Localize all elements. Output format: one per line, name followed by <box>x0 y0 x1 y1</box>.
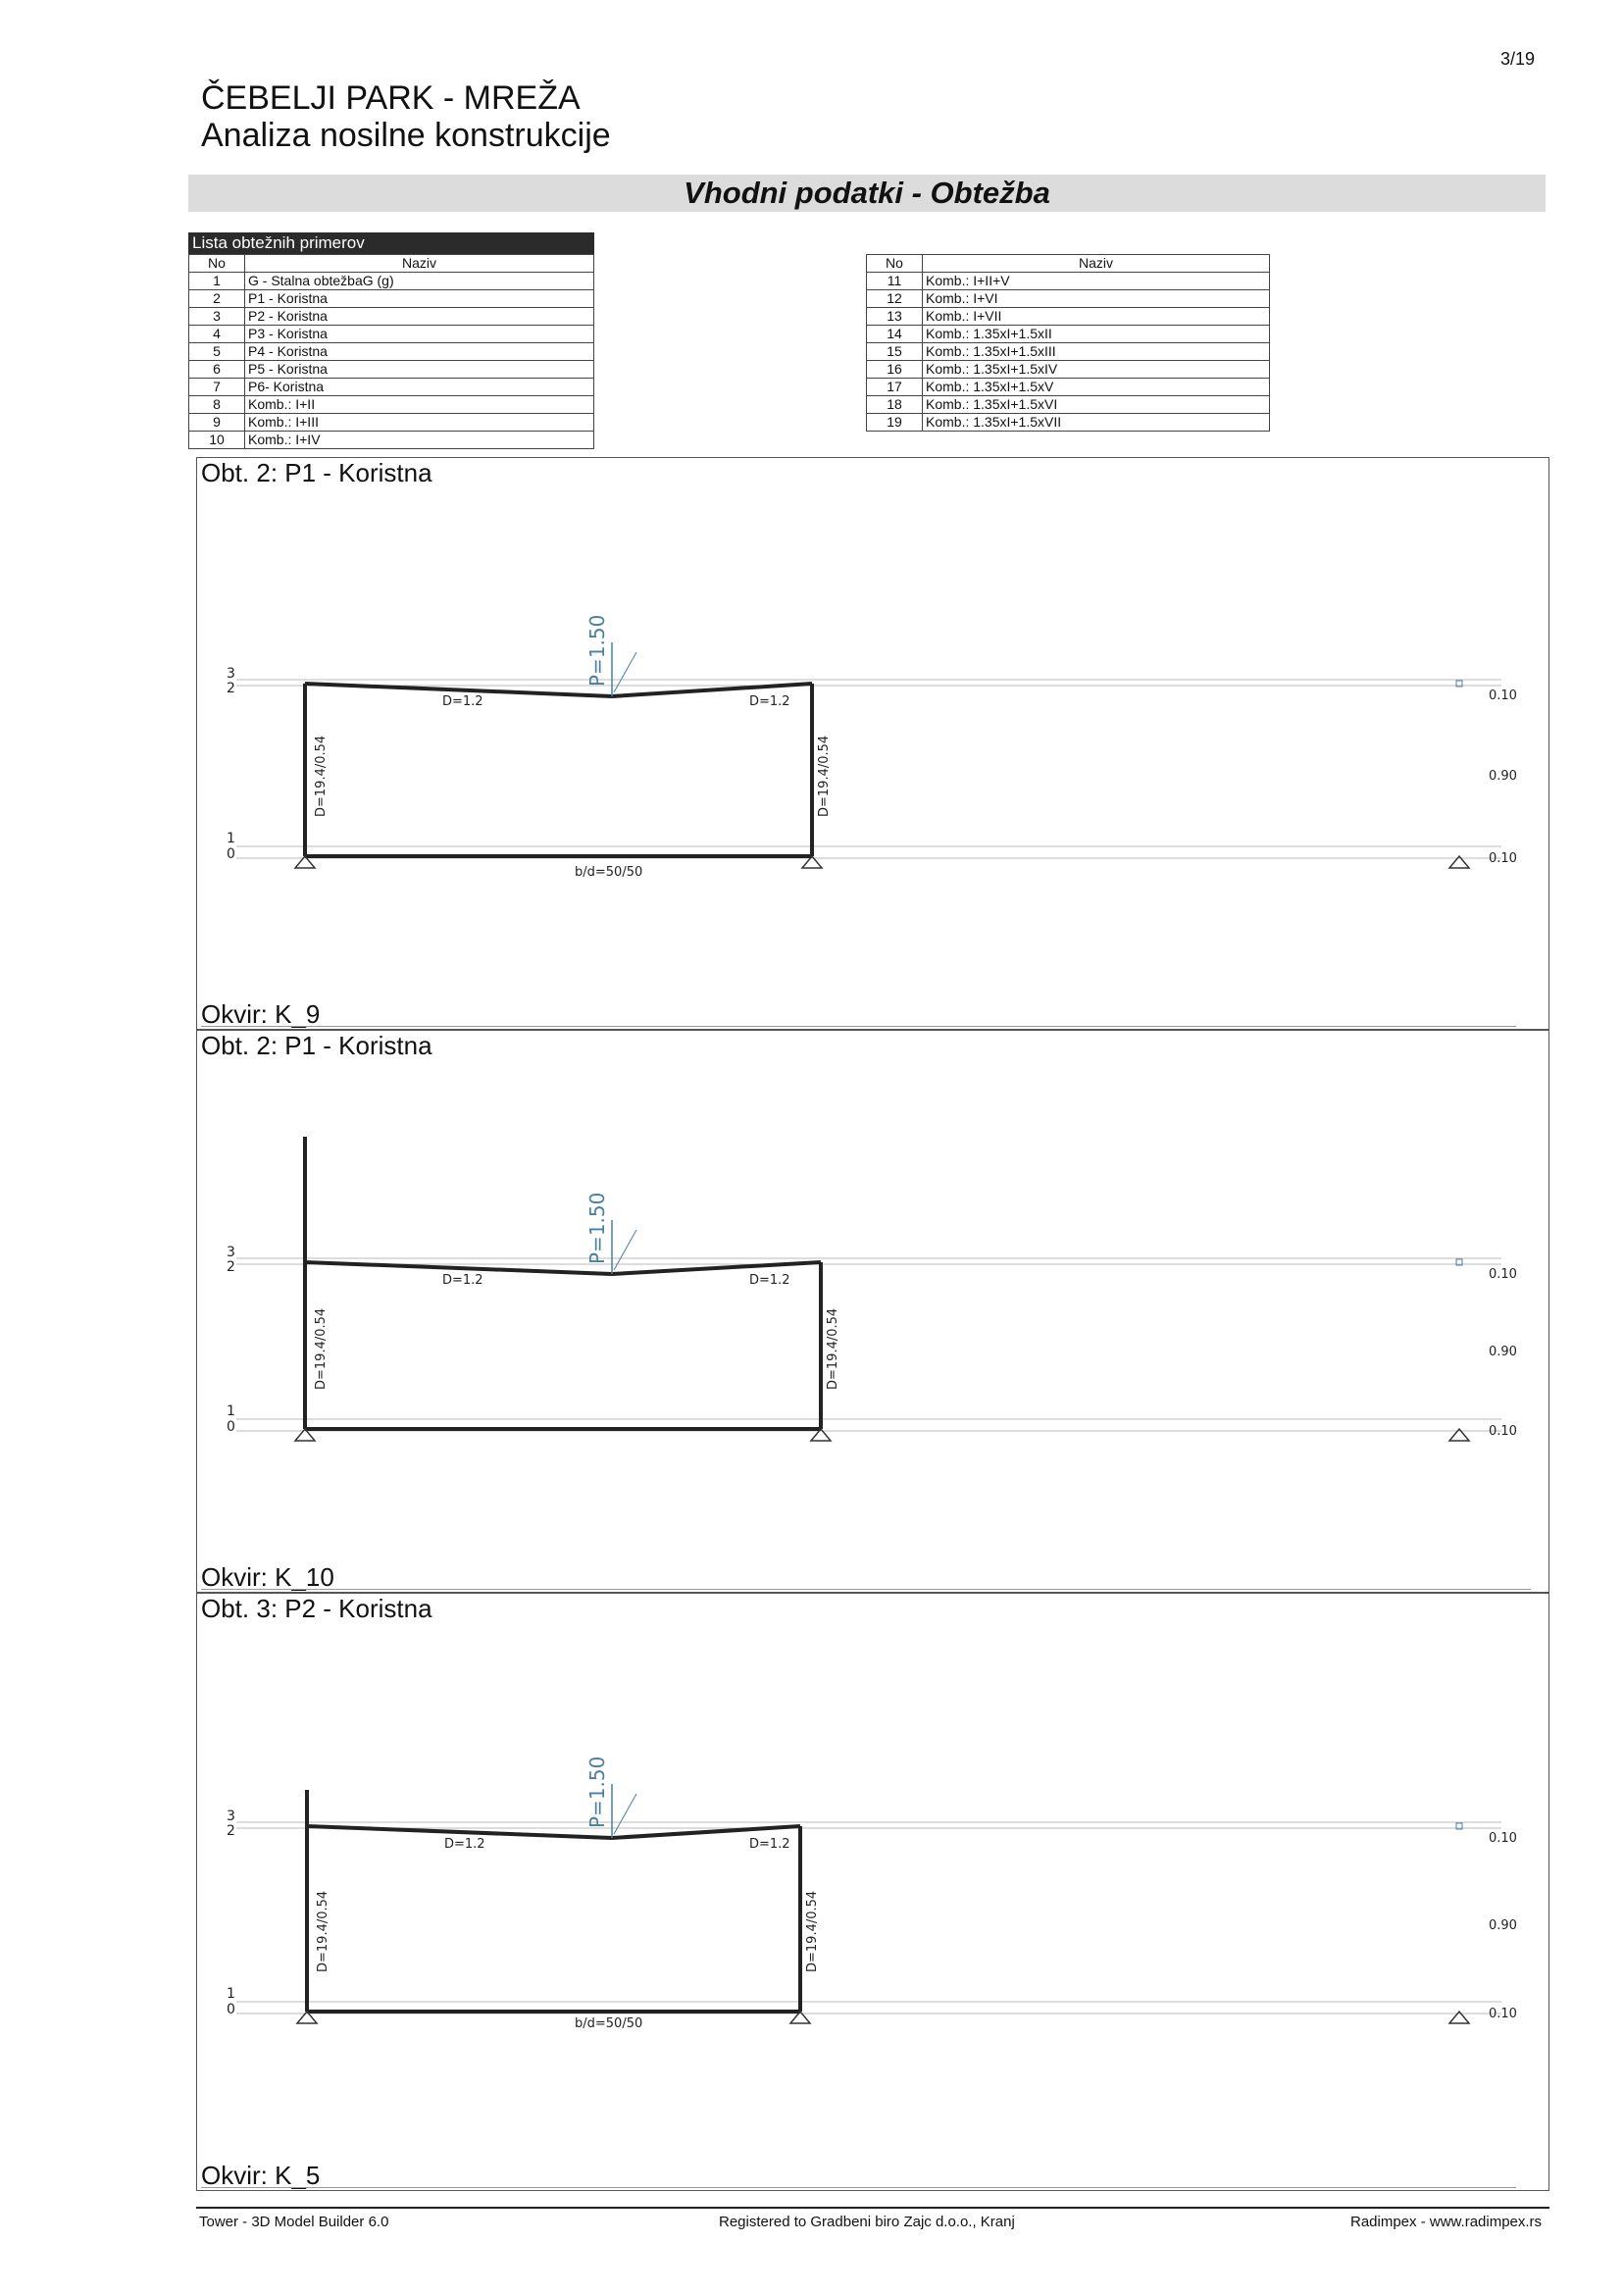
table-row <box>189 343 594 361</box>
table-row <box>867 326 1270 343</box>
dimension-label: 0.10 <box>1489 851 1517 866</box>
table-row <box>867 414 1270 432</box>
cell-no: 13 <box>867 308 923 326</box>
frame-label: Okvir: K_5 <box>201 2161 321 2190</box>
column-label-left: D=19.4/0.54 <box>316 1890 330 1972</box>
panel-title: Obt. 3: P2 - Koristna <box>201 1594 432 1623</box>
beam-label-left: D=1.2 <box>444 1837 485 1852</box>
table-row <box>867 273 1270 290</box>
table-row <box>189 273 594 290</box>
frame-diagram <box>197 1594 1550 2192</box>
table-row <box>189 326 594 343</box>
table-row <box>867 308 1270 326</box>
cell-naziv: Komb.: I+IV <box>245 432 594 449</box>
section-header <box>188 175 1546 212</box>
cell-no: 1 <box>189 273 245 290</box>
cell-naziv: Komb.: 1.35xI+1.5xII <box>923 326 1270 343</box>
level-label: 2 <box>227 1259 235 1275</box>
cell-naziv: Komb.: I+II <box>245 396 594 414</box>
column-label-left: D=19.4/0.54 <box>314 1307 329 1390</box>
table-row <box>189 361 594 379</box>
cell-no: 14 <box>867 326 923 343</box>
cell-no: 6 <box>189 361 245 379</box>
table-row <box>867 290 1270 308</box>
load-case-list-heading: Lista obtežnih primerov <box>188 232 594 254</box>
dimension-label: 0.10 <box>1489 1424 1517 1439</box>
table-row <box>189 396 594 414</box>
cell-naziv: Komb.: I+II+V <box>923 273 1270 290</box>
load-panel-1 <box>196 457 1549 1030</box>
level-label: 0 <box>227 846 235 862</box>
load-value: P=1.50 <box>585 614 609 687</box>
level-label: 3 <box>227 1809 235 1824</box>
col-header-no: No <box>867 255 923 273</box>
level-label: 3 <box>227 1245 235 1260</box>
cell-no: 2 <box>189 290 245 308</box>
load-panel-3 <box>196 1593 1549 2191</box>
cell-no: 9 <box>189 414 245 432</box>
footer-divider <box>196 2207 1549 2209</box>
section-title: Vhodni podatki - Obtežba <box>684 176 1050 210</box>
cell-naziv: Komb.: 1.35xI+1.5xIII <box>923 343 1270 361</box>
column-label-right: D=19.4/0.54 <box>805 1890 820 1972</box>
dimension-label: 0.90 <box>1489 769 1517 784</box>
footer-software: Tower - 3D Model Builder 6.0 <box>199 2214 389 2230</box>
level-label: 3 <box>227 666 235 682</box>
cell-no: 18 <box>867 396 923 414</box>
dimension-label: 0.10 <box>1489 2007 1517 2021</box>
table-row <box>189 308 594 326</box>
col-header-naziv: Naziv <box>923 255 1270 273</box>
beam-label-right: D=1.2 <box>749 1837 790 1852</box>
load-arrow-diagonal <box>614 652 636 692</box>
level-label: 0 <box>227 1419 235 1435</box>
load-value: P=1.50 <box>585 1192 609 1264</box>
frame-label: Okvir: K_10 <box>201 1562 334 1592</box>
table-header-row <box>867 255 1270 273</box>
panel-title: Obt. 2: P1 - Koristna <box>201 1031 432 1060</box>
cell-naziv: Komb.: 1.35xI+1.5xV <box>923 379 1270 396</box>
cell-no: 16 <box>867 361 923 379</box>
section-label: b/d=50/50 <box>575 865 643 880</box>
cell-naziv: P1 - Koristna <box>245 290 594 308</box>
frame-label: Okvir: K_9 <box>201 999 321 1029</box>
cell-no: 7 <box>189 379 245 396</box>
table-row <box>867 396 1270 414</box>
col-header-no: No <box>189 255 245 273</box>
panel-title: Obt. 2: P1 - Koristna <box>201 458 432 487</box>
project-title: ČEBELJI PARK - MREŽA <box>201 79 581 117</box>
frame-diagram <box>197 458 1550 1031</box>
level-label: 0 <box>227 2002 235 2017</box>
cell-no: 3 <box>189 308 245 326</box>
cell-naziv: Komb.: I+III <box>245 414 594 432</box>
cell-no: 12 <box>867 290 923 308</box>
column-label-right: D=19.4/0.54 <box>817 735 832 817</box>
dimension-label: 0.90 <box>1489 1345 1517 1359</box>
column-label-right: D=19.4/0.54 <box>826 1307 840 1390</box>
col-header-naziv: Naziv <box>245 255 594 273</box>
page-number: 3/19 <box>1500 49 1536 69</box>
level-label: 1 <box>227 1403 235 1419</box>
cell-no: 8 <box>189 396 245 414</box>
dimension-label: 0.10 <box>1489 688 1517 703</box>
beam-label-right: D=1.2 <box>749 1273 790 1288</box>
beam-label-left: D=1.2 <box>442 694 483 709</box>
cell-no: 15 <box>867 343 923 361</box>
cell-no: 19 <box>867 414 923 432</box>
table-row <box>189 432 594 449</box>
cell-naziv: P4 - Koristna <box>245 343 594 361</box>
cell-naziv: P5 - Koristna <box>245 361 594 379</box>
cell-naziv: Komb.: I+VI <box>923 290 1270 308</box>
cell-naziv: Komb.: 1.35xI+1.5xIV <box>923 361 1270 379</box>
level-label: 1 <box>227 831 235 846</box>
cell-naziv: P3 - Koristna <box>245 326 594 343</box>
load-case-table-left <box>188 254 594 449</box>
beam-label-right: D=1.2 <box>749 694 790 709</box>
cell-naziv: Komb.: 1.35xI+1.5xVI <box>923 396 1270 414</box>
level-label: 2 <box>227 1823 235 1839</box>
cell-naziv: Komb.: 1.35xI+1.5xVII <box>923 414 1270 432</box>
table-row <box>189 414 594 432</box>
load-case-table-right <box>866 254 1270 432</box>
load-panel-2 <box>196 1030 1549 1593</box>
footer-registration: Registered to Gradbeni biro Zajc d.o.o., Kranj <box>719 2214 1015 2230</box>
cell-naziv: P6- Koristna <box>245 379 594 396</box>
table-row <box>867 361 1270 379</box>
load-value: P=1.50 <box>585 1756 609 1828</box>
section-label: b/d=50/50 <box>575 2016 643 2031</box>
project-subtitle: Analiza nosilne konstrukcije <box>201 117 611 154</box>
dimension-label: 0.10 <box>1489 1831 1517 1846</box>
column-label-left: D=19.4/0.54 <box>314 735 329 817</box>
table-header-row <box>189 255 594 273</box>
cell-no: 5 <box>189 343 245 361</box>
beam-label-left: D=1.2 <box>442 1273 483 1288</box>
table-row <box>189 290 594 308</box>
cell-no: 10 <box>189 432 245 449</box>
dimension-label: 0.90 <box>1489 1918 1517 1933</box>
cell-no: 11 <box>867 273 923 290</box>
cell-no: 17 <box>867 379 923 396</box>
level-label: 1 <box>227 1986 235 2002</box>
frame-diagram <box>197 1031 1550 1594</box>
dimension-label: 0.10 <box>1489 1267 1517 1282</box>
footer-vendor: Radimpex - www.radimpex.rs <box>1350 2214 1543 2230</box>
table-row <box>189 379 594 396</box>
cell-naziv: G - Stalna obtežbaG (g) <box>245 273 594 290</box>
cell-naziv: P2 - Koristna <box>245 308 594 326</box>
table-row <box>867 379 1270 396</box>
cell-naziv: Komb.: I+VII <box>923 308 1270 326</box>
table-row <box>867 343 1270 361</box>
cell-no: 4 <box>189 326 245 343</box>
level-label: 2 <box>227 681 235 696</box>
